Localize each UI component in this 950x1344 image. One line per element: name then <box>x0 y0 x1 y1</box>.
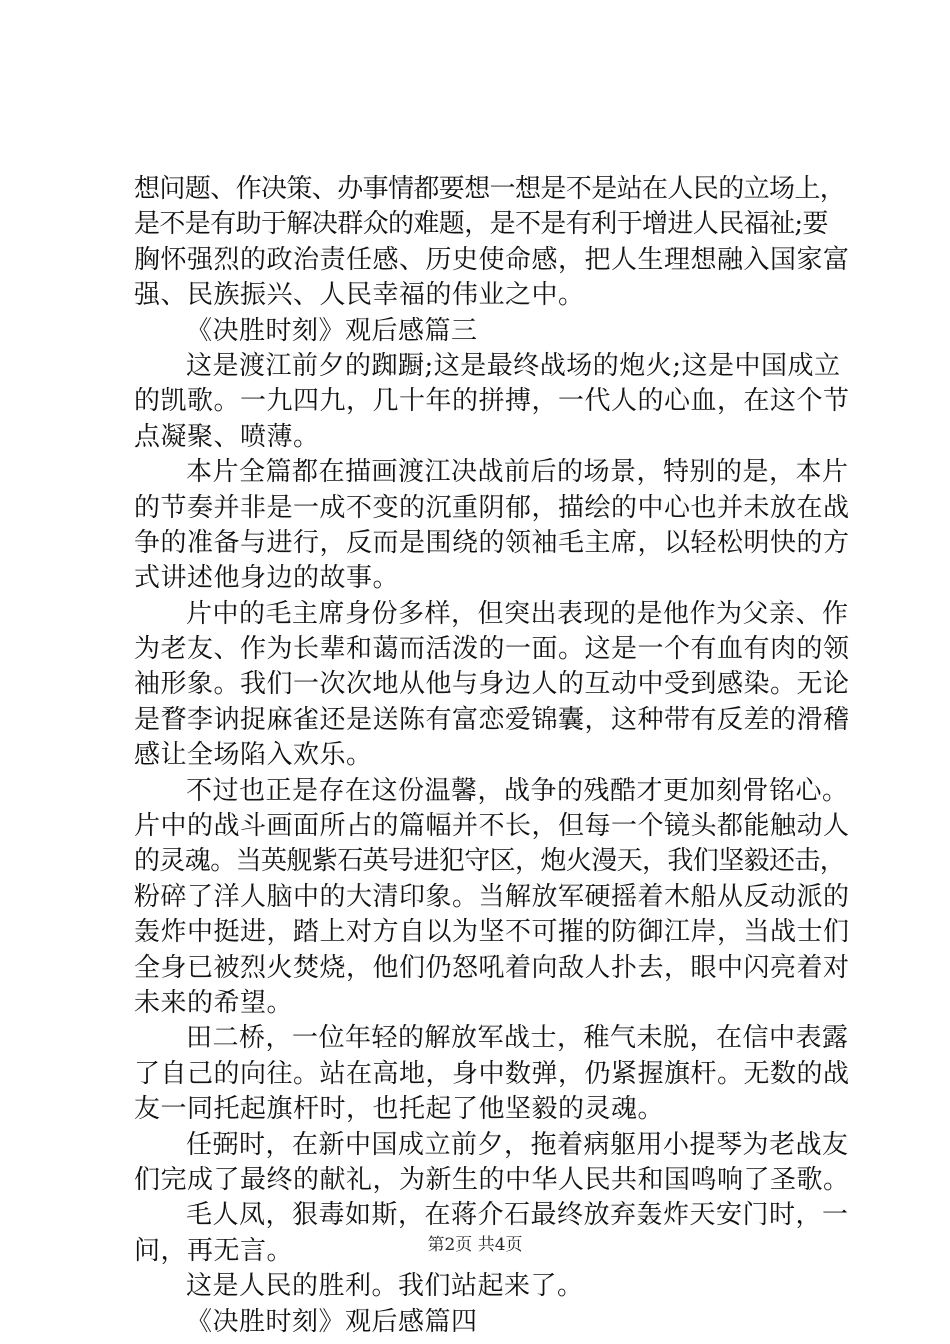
page-footer: 第2页 共4页 <box>427 1235 523 1255</box>
text-line: 不过也正是存在这份温馨，战争的残酷才更加刻骨铭心。 <box>186 775 849 806</box>
document-body <box>134 172 850 1340</box>
text-line: 了自己的向往。站在高地，身中数弹，仍紧握旗杆。无数的战 <box>134 1058 850 1089</box>
text-line: 是瞀李讷捉麻雀还是送陈有富恋爱锦囊，这种带有反差的滑稽 <box>134 704 850 735</box>
text-line: 争的准备与进行，反而是围绕的领袖毛主席，以轻松明快的方 <box>134 527 850 558</box>
text-line: 田二桥，一位年轻的解放军战士，稚气未脱，在信中表露 <box>186 1023 849 1054</box>
text-line: 本片全篇都在描画渡江决战前后的场景，特别的是，本片 <box>186 457 849 488</box>
text-line: 点凝聚、喷薄。 <box>134 421 320 452</box>
text-line: 全身已被烈火焚烧，他们仍怒吼着向敌人扑去，眼中闪亮着对 <box>134 952 850 983</box>
text-line: 是不是有助于解决群众的难题，是不是有利于增进人民福祉;要 <box>134 209 828 240</box>
text-line: 的凯歌。一九四九，几十年的拼搏，一代人的心血，在这个节 <box>134 386 850 417</box>
text-line: 式讲述他身边的故事。 <box>134 563 400 594</box>
text-line: 毛人凤，狠毒如斯，在蒋介石最终放弃轰炸天安门时，一 <box>186 1200 849 1231</box>
text-line: 的节奏并非是一成不变的沉重阴郁，描绘的中心也并未放在战 <box>134 492 850 523</box>
text-line: 的灵魂。当英舰紫石英号进犯守区，炮火漫天，我们坚毅还击， <box>134 846 846 877</box>
text-line: 未来的希望。 <box>134 987 294 1018</box>
text-line: 《决胜时刻》观后感篇四 <box>186 1306 478 1337</box>
text-line: 任弼时，在新中国成立前夕，拖着病躯用小提琴为老战友 <box>186 1129 849 1160</box>
text-line: 粉碎了洋人脑中的大清印象。当解放军硬摇着木船从反动派的 <box>134 881 850 912</box>
text-line: 强、民族振兴、人民幸福的伟业之中。 <box>134 280 585 311</box>
text-line: 友一同托起旗杆时，也托起了他坚毅的灵魂。 <box>134 1094 665 1125</box>
text-line: 这是渡江前夕的踟蹰;这是最终战场的炮火;这是中国成立 <box>186 350 841 381</box>
text-line: 《决胜时刻》观后感篇三 <box>186 315 478 346</box>
text-line: 轰炸中挺进，踏上对方自以为坚不可摧的防御江岸，当战士们 <box>134 917 850 948</box>
text-line: 想问题、作决策、办事情都要想一想是不是站在人民的立场上， <box>134 174 846 204</box>
text-line: 问，再无言。 <box>134 1235 294 1266</box>
text-line: 为老友、作为长辈和蔼而活泼的一面。这是一个有血有肉的领 <box>134 634 850 665</box>
text-line: 袖形象。我们一次次地从他与身边人的互动中受到感染。无论 <box>134 669 850 700</box>
text-line: 们完成了最终的献礼，为新生的中华人民共和国鸣响了圣歌。 <box>134 1164 850 1195</box>
text-line: 胸怀强烈的政治责任感、历史使命感，把人生理想融入国家富 <box>134 244 850 275</box>
text-line: 片中的战斗画面所占的篇幅并不长，但每一个镜头都能触动人 <box>134 811 850 842</box>
text-line: 片中的毛主席身份多样，但突出表现的是他作为父亲、作 <box>186 598 849 629</box>
text-line: 这是人民的胜利。我们站起来了。 <box>186 1271 584 1302</box>
text-line: 感让全场陷入欢乐。 <box>134 740 373 771</box>
